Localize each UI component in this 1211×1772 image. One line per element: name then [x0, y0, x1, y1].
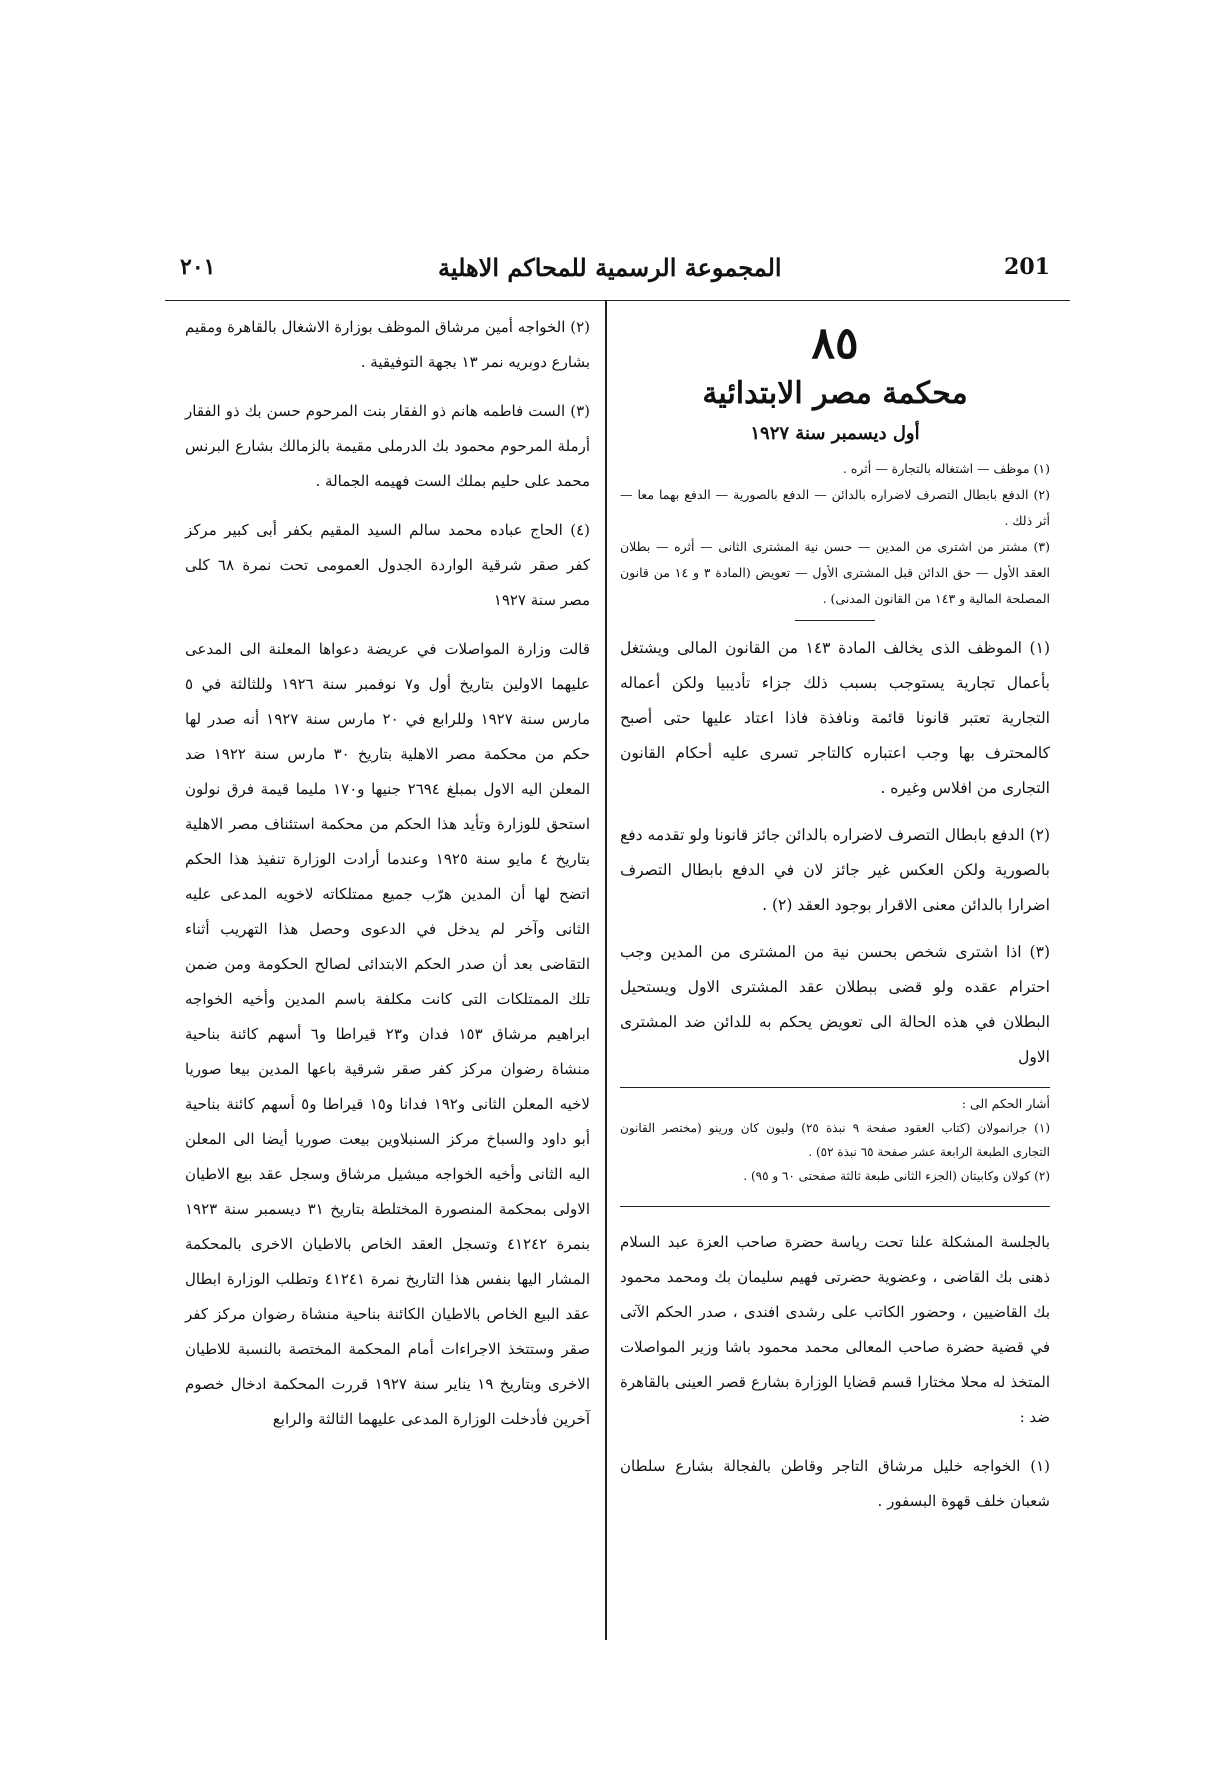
page-number-latin: 201: [1004, 254, 1050, 280]
reference-item: (١) جرانمولان (كتاب العقود صفحة ٩ نبذة ٢٥) وليون كان ورينو (مختصر القانون التجارى الطبعة الرابعة عشر صفحة ٦٥ نبذة ٥٢) .: [620, 1121, 1051, 1159]
defendant-paragraph: (١) الخواجه خليل مرشاق التاجر وقاطن بالفجالة بشارع سلطان شعبان خلف قهوة البسفور .: [620, 1457, 1050, 1510]
defendant-paragraph: (٣) الست فاطمه هانم ذو الفقار بنت المرحوم حسن بك ذو الفقار أرملة المرحوم محمود بك الدرملى مقيمة بالزمالك بشارع البرنس محمد على حليم بملك الست فهيمه الجمالة .: [185, 402, 590, 490]
left-column: [185, 310, 590, 1451]
running-title: المجموعة الرسمية للمحاكم الاهلية: [437, 252, 782, 282]
court-name: محكمة مصر الابتدائية: [702, 376, 968, 411]
session-paragraph: بالجلسة المشكلة علنا تحت رياسة حضرة صاحب العزة عبد السلام ذهنى بك القاضى ، وعضوية حضرتى فهيم سليمان بك ومحمد محمود بك القاضيين ، وحضور الكاتب على رشدى افندى ، صدر الحكم الآتى في قضية حضرة صاحب المعالى محمد محمود باشا وزير المواصلات المتخذ له محلا مختارا قسم قضايا الوزارة بشارع قصر العينى بالقاهرة ضد :: [620, 1233, 1050, 1426]
reference-item: (٢) كولان وكابيتان (الجزء الثانى طبعة ثالثة صفحتى ٦٠ و ٩٥) .: [743, 1169, 1050, 1183]
page-header: [180, 245, 1050, 289]
holding-paragraph: (٢) الدفع بابطال التصرف لاضراره بالدائن جائز قانونا ولو تقدمه دفع بالصورية ولكن العكس غير جائز لان في الدفع بابطال التصرف اضرارا بالدائن معنى الاقرار بوجود العقد (٢) .: [620, 826, 1050, 914]
summary-item: (١) موظف — اشتغاله بالتجارة — أثره .: [842, 461, 1050, 476]
holding-paragraph: (٣) اذا اشترى شخص بحسن نية من المشترى من المدين وجب احترام عقده ولو قضى ببطلان عقد المشترى الاول ويستحيل البطلان في هذه الحالة الى تعويض يحكم به للدائن ضد المشترى الاول: [620, 943, 1050, 1066]
case-number: ٨٥: [811, 318, 859, 369]
body-paragraph: قالت وزارة المواصلات في عريضة دعواها المعلنة الى المدعى عليهما الاولين بتاريخ أول و٧ نوفمبر سنة ١٩٢٦ وللثالثة في ٥ مارس سنة ١٩٢٧ وللرابع في ٢٠ مارس سنة ١٩٢٧ أنه صدر لها حكم من محكمة مصر الاهلية بتاريخ ٣٠ مارس سنة ١٩٢٢ ضد المعلن اليه الاول بمبلغ ٢٦٩٤ جنيها و١٧٠ مليما قيمة فرق نولون استحق للوزارة وتأيد هذا الحكم من محكمة استئناف مصر الاهلية بتاريخ ٤ مايو سنة ١٩٢٥ وعندما أرادت الوزارة تنفيذ هذا الحكم اتضح لها أن المدين هرّب جميع ممتلكاته لاخويه المدعى عليه الثانى وآخر لم يدخل في الدعوى وحصل هذا التهريب أثناء التقاضى بعد أن صدر الحكم الابتدائى لصالح الحكومة ومن ضمن تلك الممتلكات التى كانت مكلفة باسم المدين وأخيه الخواجه ابراهيم مرشاق ١٥٣ فدان و٢٣ قيراطا و٦ أسهم كائنة بناحية منشاة رضوان مركز كفر صقر شرقية باعها المدين بيعا صوريا لاخيه المعلن الثانى و١٩٢ فدانا و١٥ قيراطا و٥ أسهم كائنة بناحية أبو داود والسباخ مركز السنبلاوين بيعت صوريا أيضا الى المعلن اليه الثانى وأخيه الخواجه ميشيل مرشاق وسجل عقد بيع الاطيان الاولى بمحكمة المنصورة المختلطة بتاريخ ٣١ ديسمبر سنة ١٩٢٣ بنمرة ٤١٢٤٢ وتسجل العقد الخاص بالاطيان الاخرى بالمحكمة المشار اليها بنفس هذا التاريخ نمرة ٤١٢٤١ وتطلب الوزارة ابطال عقد البيع الخاص بالاطيان الكائنة بناحية منشاة رضوان مركز كفر صقر وستتخذ الاجراءات أمام المحكمة المختصة بالنسبة للاطيان الاخرى وبتاريخ ١٩ يناير سنة ١٩٢٧ قررت المحكمة ادخال خصوم آخرين فأدخلت الوزارة المدعى عليهما الثالثة والرابع: [185, 640, 591, 1428]
right-column: [620, 310, 1050, 1533]
section-divider: [620, 1206, 1050, 1207]
defendant-paragraph: (٤) الحاج عباده محمد سالم السيد المقيم بكفر أبى كبير مركز كفر صقر شرقية الواردة الجدول العمومى تحت نمرة ٦٨ كلى مصر سنة ١٩٢٧: [185, 521, 590, 609]
page-number-arabic: ٢٠١: [180, 254, 216, 280]
summary-item: (٣) مشتر من اشترى من المدين — حسن نية المشترى الثانى — أثره — بطلان العقد الأول — حق الدائن قبل المشترى الأول — تعويض (المادة ٣ و ١٤ من قانون المصلحة المالية و ١٤٣ من القانون المدنى) .: [620, 539, 1051, 606]
defendant-paragraph: (٢) الخواجه أمين مرشاق الموظف بوزارة الاشغال بالقاهرة ومقيم بشارع دوبريه نمر ١٣ بجهة التوفيقية .: [185, 318, 590, 371]
references-heading: أشار الحكم الى :: [961, 1096, 1050, 1111]
holding-paragraph: (١) الموظف الذى يخالف المادة ١٤٣ من القانون المالى ويشتغل بأعمال تجارية يستوجب بسبب ذلك جزاء تأديبيا ولكن أعماله التجارية تعتبر قانونا قائمة ونافذة فاذا اعتاد عليها حتى أصبح كالمحترف بها وجب اعتباره كالتاجر تسرى عليه أحكام القانون التجارى من افلاس وغيره .: [620, 639, 1050, 797]
column-divider: [605, 300, 607, 1640]
header-rule: [165, 300, 1070, 301]
section-divider: [795, 620, 875, 621]
references-rule: [620, 1087, 1050, 1088]
summary-item: (٢) الدفع بابطال التصرف لاضراره بالدائن — الدفع بالصورية — الدفع بهما معا — أثر ذلك .: [620, 487, 1050, 528]
judgment-date: أول ديسمبر سنة ١٩٢٧: [750, 423, 920, 444]
